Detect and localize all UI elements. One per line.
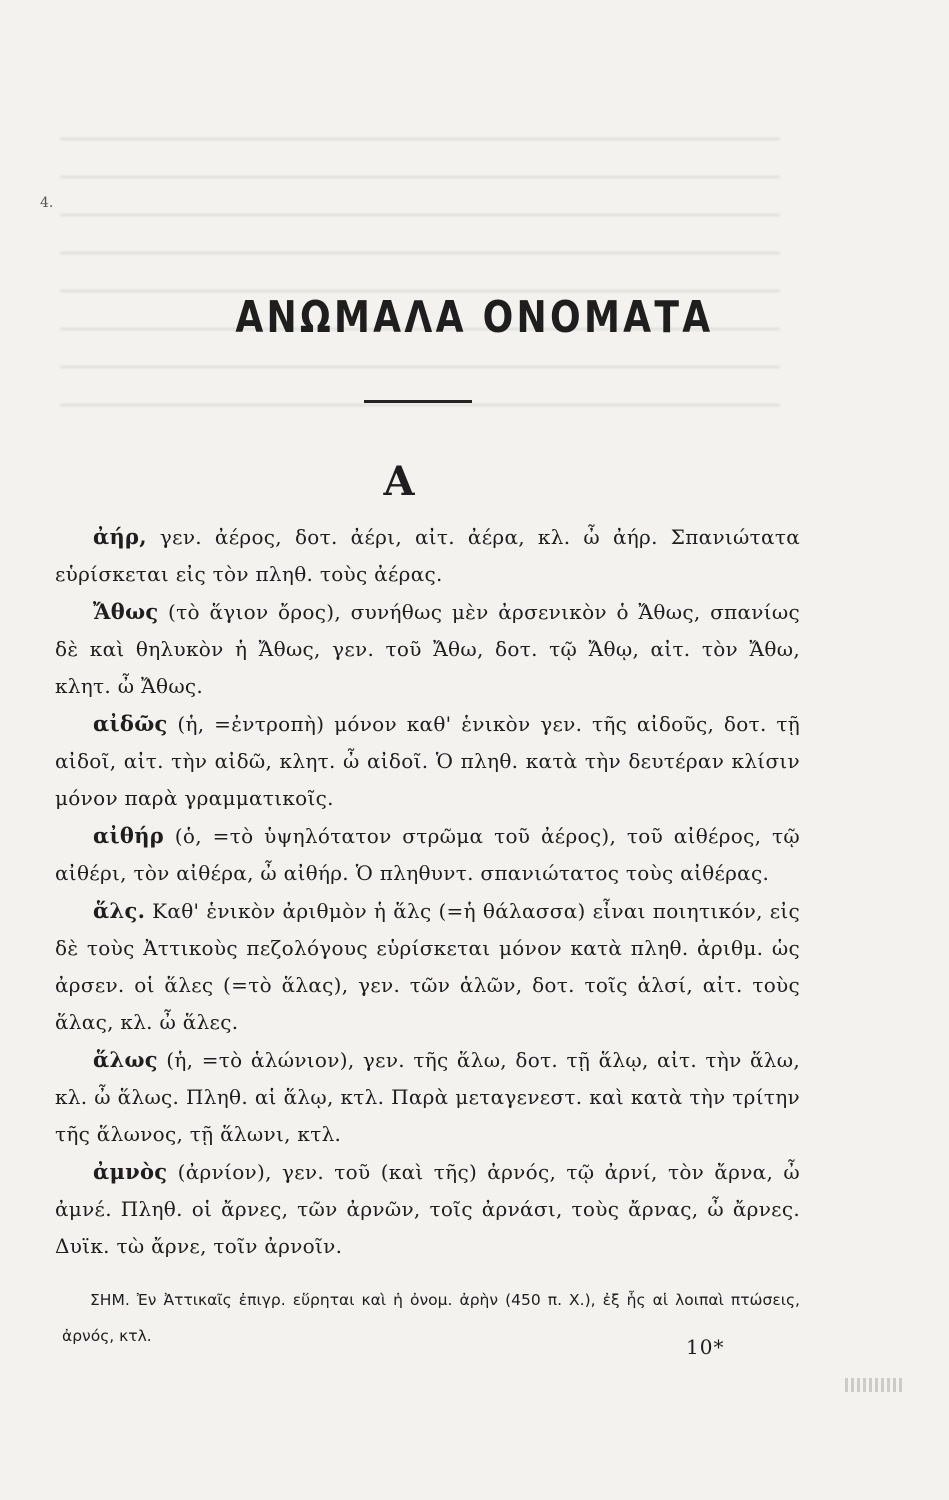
entry-aidos (55, 705, 800, 817)
entry-text: γεν. ἀέρος, δοτ. ἀέρι, αἰτ. ἀέρα, κλ. ὦ ἀήρ. Σπανιώτατα εὑρίσκεται εἰς τὸν πληθ. τοὺς ἀέρας. (55, 525, 800, 586)
entry-hals (55, 892, 800, 1041)
entries-body (55, 518, 800, 1265)
entry-lemma: ἅλως (93, 1047, 158, 1072)
entry-text: (ἡ, =ἐντροπὴ) μόνον καθ' ἑνικὸν γεν. τῆς αἰδοῦς, δοτ. τῇ αἰδοῖ, αἰτ. τὴν αἰδῶ, κλητ. ὦ αἰδοῖ. Ὁ πληθ. κατὰ τὴν δευτέραν κλίσιν μόνον παρὰ γραμματικοῖς. (55, 712, 800, 810)
entry-lemma: αἰθήρ (93, 823, 165, 848)
page-title: ΑΝΩΜΑΛΑ ΟΝΟΜΑΤΑ (235, 292, 714, 343)
entry-text: (ἀρνίον), γεν. τοῦ (καὶ τῆς) ἀρνός, τῷ ἀρνί, τὸν ἄρνα, ὦ ἀμνέ. Πληθ. οἱ ἄρνες, τῶν ἀρνῶν, τοῖς ἀρνάσι, τοὺς ἄρνας, ὦ ἄρνες. Δυϊκ. τὼ ἄρνε, τοῖν ἀρνοῖν. (55, 1160, 800, 1258)
page-number: 10* (686, 1335, 725, 1359)
section-letter: Α (383, 458, 415, 505)
bleed-through-text (60, 110, 780, 440)
entry-amnos (55, 1153, 800, 1265)
entry-text: (ἡ, =τὸ ἁλώνιον), γεν. τῆς ἅλω, δοτ. τῇ ἅλῳ, αἰτ. τὴν ἅλω, κλ. ὦ ἅλως. Πληθ. αἱ ἅλῳ, κτλ. Παρὰ μεταγενεστ. καὶ κατὰ τὴν τρίτην τῆς ἅλωνος, τῇ ἅλωνι, κτλ. (55, 1048, 800, 1146)
entry-athos (55, 593, 800, 705)
ink-smudge (845, 1378, 905, 1392)
entry-aer (55, 518, 800, 593)
title-rule (364, 400, 472, 403)
entry-lemma: ἀμνὸς (93, 1159, 168, 1184)
entry-text: (τὸ ἅγιον ὄρος), συνήθως μὲν ἀρσενικὸν ὁ Ἄθως, σπανίως δὲ καὶ θηλυκὸν ἡ Ἄθως, γεν. τοῦ Ἄθω, δοτ. τῷ Ἄθῳ, αἰτ. τὸν Ἄθω, κλητ. ὦ Ἄθως. (55, 600, 800, 698)
entry-aither (55, 817, 800, 892)
entry-text: Καθ' ἑνικὸν ἀριθμὸν ἡ ἅλς (=ἡ θάλασσα) εἶναι ποιητικόν, εἰς δὲ τοὺς Ἀττικοὺς πεζολόγους εὑρίσκεται μόνον κατὰ πληθ. ἀριθμ. ὡς ἀρσεν. οἱ ἅλες (=τὸ ἅλας), γεν. τῶν ἁλῶν, δοτ. τοῖς ἁλσί, αἰτ. τοὺς ἅλας, κλ. ὦ ἅλες. (55, 899, 800, 1034)
entry-lemma: αἰδῶς (93, 711, 168, 736)
footnote: ΣΗΜ. Ἐν Ἀττικαῖς ἐπιγρ. εὕρηται καὶ ἡ ὀνομ. ἀρὴν (450 π. Χ.), ἐξ ἧς αἱ λοιπαὶ πτώσεις, ἀρνός, κτλ. (62, 1291, 800, 1345)
entry-lemma: ἅλς. (93, 898, 146, 923)
entry-halos (55, 1041, 800, 1153)
entry-lemma: Ἄθως (93, 599, 159, 624)
entry-text: (ὁ, =τὸ ὑψηλότατον στρῶμα τοῦ ἀέρος), τοῦ αἰθέρος, τῷ αἰθέρι, τὸν αἰθέρα, ὦ αἰθήρ. Ὁ πληθυντ. σπανιώτατος τοὺς αἰθέρας. (55, 824, 800, 885)
entry-lemma: ἀήρ, (93, 524, 147, 549)
margin-mark: 4. (40, 195, 54, 211)
